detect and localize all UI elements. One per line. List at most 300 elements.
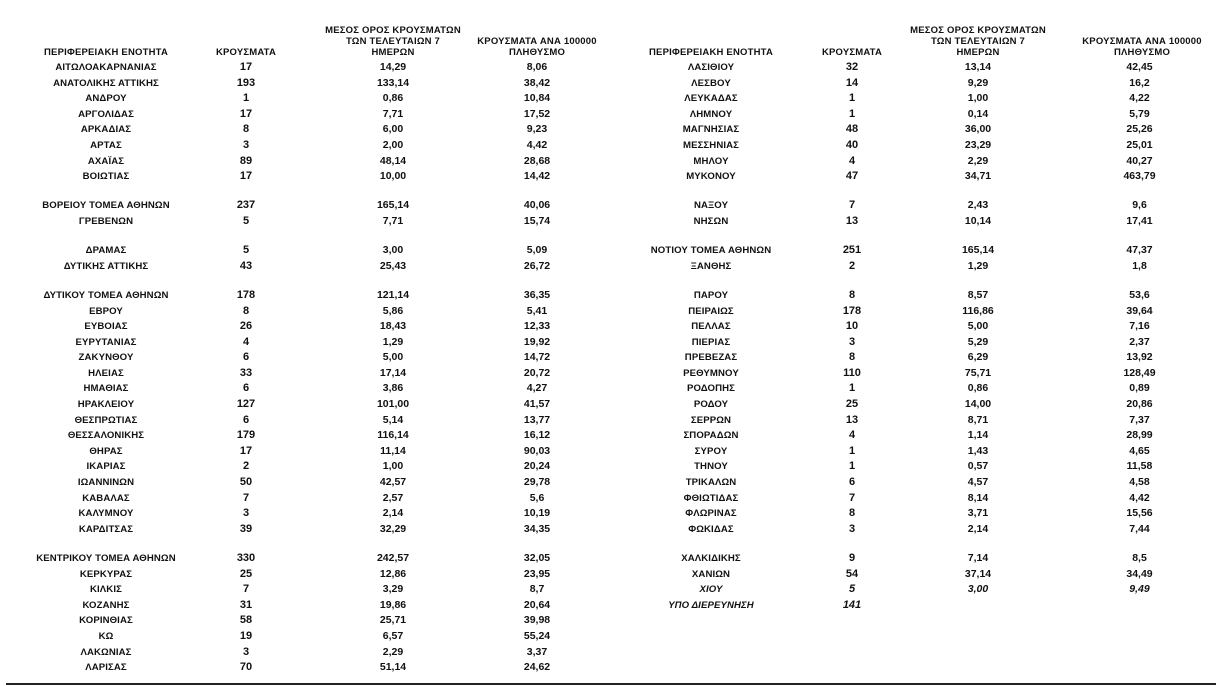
per-100k-cell: 25,01 (1126, 138, 1153, 151)
cases-cell: 43 (239, 259, 253, 272)
header-avg (318, 25, 468, 58)
spacer-row (0, 537, 612, 551)
avg-7day-cell: 25,43 (379, 259, 407, 272)
avg-7day-cell: 1,00 (382, 460, 404, 473)
cases-cell: 8 (242, 123, 250, 136)
table-row (0, 288, 612, 304)
spacer-row (0, 185, 612, 199)
region-cell: ΦΛΩΡΙΝΑΣ (685, 508, 737, 520)
table-row (0, 60, 612, 76)
table-row (0, 350, 612, 366)
cases-cell: 3 (242, 507, 250, 520)
cases-cell: 8 (242, 304, 250, 317)
avg-7day-cell: 1,29 (382, 335, 404, 348)
left-table-body (0, 60, 612, 676)
table-row (0, 138, 612, 154)
header-avg-line1: ΜΕΣΟΣ ΟΡΟΣ ΚΡΟΥΣΜΑΤΩΝ (910, 25, 1046, 36)
avg-7day-cell: 37,14 (964, 567, 992, 580)
avg-7day-cell: 165,14 (961, 244, 995, 257)
region-cell: ΑΡΚΑΔΙΑΣ (80, 124, 132, 136)
region-cell: ΑΝΔΡΟΥ (85, 93, 127, 105)
region-cell: ΣΥΡΟΥ (694, 445, 728, 457)
region-cell: ΑΙΤΩΛΟΑΚΑΡΝΑΝΙΑΣ (55, 62, 157, 73)
table-row (0, 304, 612, 320)
avg-7day-cell: 6,29 (967, 351, 989, 364)
cases-cell: 1 (848, 444, 856, 457)
region-cell: ΗΛΕΙΑΣ (88, 367, 124, 379)
avg-7day-cell: 51,14 (379, 661, 407, 674)
region-cell: ΚΕΡΚΥΡΑΣ (79, 568, 133, 580)
table-row (0, 91, 612, 107)
per-100k-cell: 39,98 (523, 614, 551, 627)
per-100k-cell: 17,41 (1126, 214, 1153, 227)
cases-cell: 5 (848, 583, 856, 596)
per-100k-cell: 8,06 (526, 61, 548, 73)
avg-7day-cell: 101,00 (376, 398, 410, 411)
avg-7day-cell: 3,00 (967, 583, 989, 596)
table-row (0, 335, 612, 351)
avg-7day-cell: 19,86 (379, 598, 407, 611)
table-row (0, 319, 612, 335)
avg-7day-cell: 5,00 (382, 351, 404, 364)
avg-7day-cell: 7,14 (967, 552, 989, 564)
cases-cell: 6 (242, 413, 250, 426)
table-row (612, 60, 1222, 76)
avg-7day-cell: 14,29 (379, 61, 407, 73)
region-cell: ΥΠΟ ΔΙΕΡΕΥΝΗΣΗ (668, 599, 754, 611)
avg-7day-cell: 10,14 (964, 214, 992, 227)
cases-cell: 251 (842, 244, 862, 257)
avg-7day-cell: 1,00 (967, 92, 989, 105)
table-row (612, 444, 1222, 460)
cases-cell: 26 (239, 320, 253, 333)
region-cell: ΡΕΘΥΜΝΟΥ (683, 367, 739, 379)
cases-cell: 330 (236, 552, 256, 564)
table-row (612, 491, 1222, 507)
avg-7day-cell: 2,00 (382, 138, 404, 151)
cases-cell: 237 (236, 199, 256, 212)
region-cell: ΛΕΣΒΟΥ (691, 77, 731, 89)
region-cell: ΗΡΑΚΛΕΙΟΥ (77, 399, 135, 411)
cases-cell: 31 (239, 598, 253, 611)
table-row (612, 76, 1222, 92)
table-row (612, 243, 1222, 259)
header-per (467, 36, 607, 58)
cases-cell: 50 (239, 476, 253, 489)
cases-cell: 2 (848, 259, 856, 272)
region-cell: ΠΡΕΒΕΖΑΣ (684, 352, 738, 364)
region-cell: ΦΘΙΩΤΙΔΑΣ (683, 492, 739, 504)
cases-cell: 54 (845, 567, 859, 580)
table-row (612, 198, 1222, 214)
table-row (612, 107, 1222, 123)
table-row (0, 107, 612, 123)
avg-7day-cell: 5,14 (382, 413, 404, 426)
avg-7day-cell: 6,57 (382, 629, 404, 642)
per-100k-cell: 14,72 (523, 351, 551, 364)
avg-7day-cell: 0,14 (967, 107, 989, 120)
table-row (612, 288, 1222, 304)
region-cell: ΔΡΑΜΑΣ (85, 245, 127, 257)
avg-7day-cell: 4,57 (967, 476, 989, 489)
table-row (612, 91, 1222, 107)
table-row (612, 582, 1222, 598)
table-row (612, 567, 1222, 583)
cases-cell: 1 (848, 92, 856, 105)
table-row (0, 613, 612, 629)
table-row (612, 459, 1222, 475)
avg-7day-cell: 2,29 (967, 154, 989, 167)
avg-7day-cell: 2,14 (382, 507, 404, 520)
cases-cell: 4 (848, 154, 856, 167)
per-100k-cell: 15,74 (523, 214, 551, 227)
cases-cell: 25 (239, 567, 253, 580)
region-cell: ΛΗΜΝΟΥ (689, 108, 733, 120)
region-cell: ΝΑΞΟΥ (693, 200, 729, 212)
per-100k-cell: 16,12 (523, 429, 551, 442)
region-cell: ΔΥΤΙΚΗΣ ΑΤΤΙΚΗΣ (63, 260, 149, 272)
avg-7day-cell: 2,14 (967, 522, 989, 535)
header-per-line1: ΚΡΟΥΣΜΑΤΑ ΑΝΑ 100000 (1082, 36, 1202, 47)
table-row (0, 366, 612, 382)
header-cases-label: ΚΡΟΥΣΜΑΤΑ (821, 47, 883, 58)
avg-7day-cell: 14,00 (964, 398, 992, 411)
cases-cell: 110 (843, 366, 861, 379)
per-100k-cell: 32,05 (523, 552, 551, 564)
region-cell: ΑΝΑΤΟΛΙΚΗΣ ΑΤΤΙΚΗΣ (53, 77, 159, 89)
region-cell: ΚΑΡΔΙΤΣΑΣ (78, 523, 134, 535)
per-100k-cell: 463,79 (1123, 170, 1156, 183)
per-100k-cell: 11,58 (1126, 460, 1153, 473)
region-cell: ΚΑΒΑΛΑΣ (82, 492, 130, 504)
table-row (0, 459, 612, 475)
table-row (612, 350, 1222, 366)
cases-cell: 17 (239, 107, 253, 120)
avg-7day-cell: 48,14 (379, 154, 407, 167)
region-cell: ΑΧΑΪΑΣ (87, 155, 125, 167)
avg-7day-cell: 25,71 (379, 614, 407, 627)
per-100k-cell: 9,6 (1132, 199, 1147, 212)
header-cases (196, 47, 296, 58)
per-100k-cell: 42,45 (1126, 61, 1153, 73)
per-100k-cell: 29,78 (523, 476, 551, 489)
cases-cell: 5 (242, 214, 250, 227)
region-cell: ΝΗΣΩΝ (693, 215, 729, 227)
table-row (0, 76, 612, 92)
cases-cell: 3 (242, 645, 250, 658)
header-per-line2: ΠΛΗΘΥΣΜΟ (1113, 47, 1171, 58)
per-100k-cell: 9,49 (1129, 583, 1150, 596)
region-cell: ΑΡΓΟΛΙΔΑΣ (78, 108, 134, 120)
cases-cell: 3 (848, 522, 856, 535)
per-100k-cell: 0,89 (1129, 382, 1150, 395)
region-cell: ΛΕΥΚΑΔΑΣ (684, 93, 738, 105)
table-row (0, 475, 612, 491)
right-table-header (612, 0, 1222, 60)
per-100k-cell: 14,42 (523, 170, 551, 183)
cases-cell: 9 (848, 552, 856, 564)
per-100k-cell: 34,35 (523, 522, 551, 535)
header-per-line1: ΚΡΟΥΣΜΑΤΑ ΑΝΑ 100000 (477, 36, 597, 47)
region-cell: ΖΑΚΥΝΘΟΥ (78, 352, 134, 364)
avg-7day-cell: 9,29 (967, 76, 989, 89)
avg-7day-cell: 23,29 (964, 138, 992, 151)
right-table (612, 0, 1222, 613)
table-row (0, 169, 612, 185)
table-row (612, 413, 1222, 429)
avg-7day-cell: 165,14 (376, 199, 410, 212)
avg-7day-cell: 11,14 (380, 444, 406, 457)
table-row (0, 551, 612, 567)
avg-7day-cell: 1,14 (967, 429, 989, 442)
per-100k-cell: 7,37 (1129, 413, 1150, 426)
table-row (612, 138, 1222, 154)
table-row (0, 428, 612, 444)
header-region-label: ΠΕΡΙΦΕΡΕΙΑΚΗ ΕΝΟΤΗΤΑ (648, 47, 774, 58)
table-row (0, 154, 612, 170)
table-row (0, 198, 612, 214)
per-100k-cell: 13,92 (1126, 351, 1153, 364)
per-100k-cell: 3,37 (526, 645, 548, 658)
avg-7day-cell: 17,14 (379, 366, 407, 379)
per-100k-cell: 55,24 (523, 629, 551, 642)
per-100k-cell: 7,16 (1129, 320, 1150, 333)
region-cell: ΝΟΤΙΟΥ ΤΟΜΕΑ ΑΘΗΝΩΝ (650, 245, 772, 257)
region-cell: ΚΟΡΙΝΘΙΑΣ (79, 615, 133, 627)
cases-cell: 1 (848, 382, 856, 395)
avg-7day-cell: 13,14 (964, 61, 992, 73)
cases-cell: 3 (848, 335, 856, 348)
cases-cell: 58 (239, 614, 253, 627)
avg-7day-cell: 5,00 (967, 320, 989, 333)
per-100k-cell: 28,68 (523, 154, 551, 167)
header-avg-line2: ΤΩΝ ΤΕΛΕΥΤΑΙΩΝ 7 (930, 36, 1026, 47)
cases-cell: 47 (845, 170, 859, 183)
avg-7day-cell: 2,29 (382, 645, 404, 658)
avg-7day-cell: 0,86 (967, 382, 989, 395)
per-100k-cell: 24,62 (523, 661, 551, 674)
avg-7day-cell: 75,71 (964, 366, 992, 379)
per-100k-cell: 20,64 (523, 598, 551, 611)
region-cell: ΜΗΛΟΥ (693, 155, 729, 167)
avg-7day-cell: 6,00 (382, 123, 404, 136)
region-cell: ΘΕΣΣΑΛΟΝΙΚΗΣ (67, 430, 145, 442)
per-100k-cell: 12,33 (523, 320, 551, 333)
per-100k-cell: 128,49 (1123, 366, 1156, 379)
table-row (0, 660, 612, 676)
cases-cell: 33 (239, 366, 253, 379)
region-cell: ΚΙΛΚΙΣ (90, 584, 122, 596)
avg-7day-cell: 10,00 (379, 170, 407, 183)
cases-cell: 17 (239, 444, 253, 457)
cases-cell: 25 (845, 398, 859, 411)
region-cell: ΚΩ (98, 630, 114, 642)
region-cell: ΕΥΒΟΙΑΣ (84, 321, 128, 333)
left-table-header (0, 0, 612, 60)
header-per-line2: ΠΛΗΘΥΣΜΟ (508, 47, 566, 58)
region-cell: ΞΑΝΘΗΣ (690, 260, 732, 272)
per-100k-cell: 10,19 (523, 507, 551, 520)
per-100k-cell: 39,64 (1126, 304, 1153, 317)
region-cell: ΕΒΡΟΥ (89, 305, 123, 317)
cases-cell: 7 (848, 199, 856, 212)
table-row (612, 551, 1222, 567)
table-row (612, 154, 1222, 170)
region-cell: ΓΡΕΒΕΝΩΝ (78, 215, 134, 227)
cases-cell: 48 (845, 123, 859, 136)
header-avg-line3: ΗΜΕΡΩΝ (371, 47, 415, 58)
avg-7day-cell: 8,71 (967, 413, 989, 426)
avg-7day-cell: 116,14 (377, 429, 409, 442)
avg-7day-cell: 0,86 (382, 92, 404, 105)
cases-cell: 8 (848, 351, 856, 364)
per-100k-cell: 10,84 (523, 92, 551, 105)
table-row (0, 413, 612, 429)
cases-cell: 141 (842, 598, 862, 611)
avg-7day-cell: 133,14 (376, 76, 410, 89)
table-row (0, 214, 612, 230)
spacer-row (0, 274, 612, 288)
cases-cell: 39 (239, 522, 253, 535)
per-100k-cell: 36,35 (523, 288, 551, 301)
per-100k-cell: 4,22 (1129, 92, 1150, 105)
cases-cell: 7 (848, 491, 856, 504)
cases-cell: 17 (239, 61, 253, 73)
per-100k-cell: 26,72 (523, 259, 551, 272)
header-region-label: ΠΕΡΙΦΕΡΕΙΑΚΗ ΕΝΟΤΗΤΑ (43, 47, 169, 58)
region-cell: ΦΩΚΙΔΑΣ (688, 523, 734, 535)
table-row (0, 397, 612, 413)
region-cell: ΚΕΝΤΡΙΚΟΥ ΤΟΜΕΑ ΑΘΗΝΩΝ (36, 553, 176, 564)
region-cell: ΚΟΖΑΝΗΣ (82, 599, 130, 611)
header-cases-label: ΚΡΟΥΣΜΑΤΑ (215, 47, 277, 58)
table-row (612, 366, 1222, 382)
table-row (0, 259, 612, 275)
cases-cell: 6 (242, 351, 250, 364)
per-100k-cell: 40,27 (1126, 154, 1153, 167)
header-avg-line2: ΤΩΝ ΤΕΛΕΥΤΑΙΩΝ 7 (345, 36, 441, 47)
left-table (0, 0, 612, 676)
per-100k-cell: 38,42 (523, 76, 551, 89)
per-100k-cell: 9,23 (526, 123, 548, 136)
avg-7day-cell: 242,57 (376, 552, 410, 564)
table-row (612, 598, 1222, 614)
per-100k-cell: 47,37 (1126, 244, 1153, 257)
cases-cell: 7 (242, 583, 250, 596)
region-cell: ΘΕΣΠΡΩΤΙΑΣ (74, 414, 138, 426)
per-100k-cell: 90,03 (523, 444, 551, 457)
table-row (0, 645, 612, 661)
avg-7day-cell: 1,29 (967, 259, 989, 272)
header-avg-line3: ΗΜΕΡΩΝ (956, 47, 1000, 58)
avg-7day-cell: 18,43 (379, 320, 407, 333)
avg-7day-cell: 2,43 (967, 199, 989, 212)
cases-cell: 7 (242, 491, 250, 504)
region-cell: ΠΕΛΛΑΣ (691, 321, 731, 333)
table-row (612, 214, 1222, 230)
header-per (1067, 36, 1217, 58)
region-cell: ΔΥΤΙΚΟΥ ΤΟΜΕΑ ΑΘΗΝΩΝ (43, 289, 169, 301)
per-100k-cell: 40,06 (523, 199, 551, 212)
cases-cell: 178 (842, 304, 862, 317)
per-100k-cell: 19,92 (523, 335, 551, 348)
avg-7day-cell: 3,71 (967, 507, 989, 520)
spacer-row (612, 230, 1222, 244)
region-cell: ΕΥΡΥΤΑΝΙΑΣ (75, 336, 137, 348)
cases-cell: 1 (242, 92, 250, 105)
avg-7day-cell: 8,57 (967, 288, 989, 301)
header-avg-line1: ΜΕΣΟΣ ΟΡΟΣ ΚΡΟΥΣΜΑΤΩΝ (325, 25, 461, 36)
region-cell: ΤΡΙΚΑΛΩΝ (685, 477, 737, 489)
table-row (0, 243, 612, 259)
cases-cell: 127 (236, 398, 256, 411)
table-row (0, 598, 612, 614)
region-cell: ΠΙΕΡΙΑΣ (691, 336, 731, 348)
table-row (0, 444, 612, 460)
cases-cell: 3 (242, 138, 250, 151)
region-cell: ΛΑΚΩΝΙΑΣ (80, 646, 132, 658)
spacer-row (612, 537, 1222, 551)
spacer-row (0, 230, 612, 244)
per-100k-cell: 4,42 (526, 138, 548, 151)
per-100k-cell: 5,09 (526, 244, 548, 257)
cases-cell: 179 (236, 429, 256, 442)
per-100k-cell: 34,49 (1126, 567, 1153, 580)
region-cell: ΛΑΣΙΘΙΟΥ (687, 62, 735, 73)
per-100k-cell: 2,37 (1129, 335, 1150, 348)
cases-cell: 8 (848, 507, 856, 520)
table-row (0, 381, 612, 397)
cases-cell: 32 (845, 61, 859, 73)
region-cell: ΠΑΡΟΥ (693, 289, 729, 301)
cases-cell: 17 (239, 170, 253, 183)
table-row (612, 259, 1222, 275)
region-cell: ΗΜΑΘΙΑΣ (83, 383, 129, 395)
cases-cell: 1 (848, 107, 856, 120)
table-row (612, 428, 1222, 444)
region-cell: ΚΑΛΥΜΝΟΥ (78, 508, 134, 520)
table-row (0, 629, 612, 645)
region-cell: ΑΡΤΑΣ (90, 139, 122, 151)
region-cell: ΛΑΡΙΣΑΣ (85, 662, 127, 674)
table-row (612, 506, 1222, 522)
spacer-row (612, 274, 1222, 288)
avg-7day-cell: 12,86 (379, 567, 407, 580)
region-cell: ΘΗΡΑΣ (89, 445, 123, 457)
table-row (0, 582, 612, 598)
cases-cell: 2 (242, 460, 250, 473)
header-region (612, 47, 810, 58)
header-cases (802, 47, 902, 58)
cases-cell: 4 (242, 335, 250, 348)
table-row (612, 304, 1222, 320)
table-bottom-rule (6, 683, 1216, 685)
region-cell: ΧΙΟΥ (699, 584, 723, 596)
avg-7day-cell: 3,00 (382, 244, 404, 257)
avg-7day-cell: 36,00 (964, 123, 992, 136)
table-row (612, 169, 1222, 185)
table-row (0, 567, 612, 583)
avg-7day-cell: 3,86 (382, 382, 404, 395)
avg-7day-cell: 121,14 (376, 288, 410, 301)
per-100k-cell: 8,5 (1132, 552, 1147, 564)
per-100k-cell: 8,7 (529, 583, 545, 596)
spacer-row (612, 185, 1222, 199)
cases-cell: 6 (848, 476, 856, 489)
cases-cell: 14 (845, 76, 859, 89)
region-cell: ΣΠΟΡΑΔΩΝ (683, 430, 739, 442)
cases-cell: 70 (239, 661, 253, 674)
